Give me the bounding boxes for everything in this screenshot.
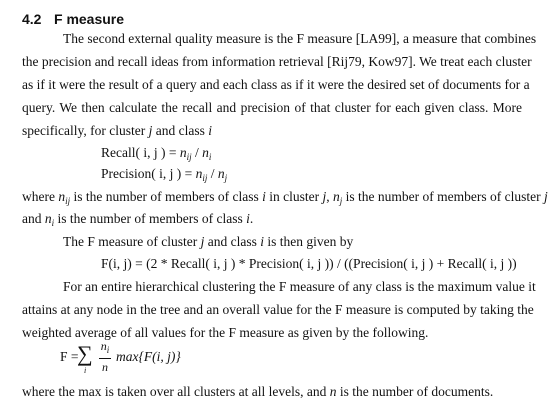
fraction-bar [99,358,111,359]
text-run: specifically, for cluster [22,123,149,138]
section-number: 4.2 [22,11,42,27]
symbol-n: n [329,384,337,399]
n-ij: $n_{ij}$ [179,145,192,162]
symbol-j: j [200,234,205,249]
paragraph-line-9: and $n_i$ is the number of members of class i. [22,211,254,228]
text-run: and class [152,123,209,138]
paragraph-line-8: where $n_{ij}$ is the number of members of class i in cluster j, $n_j$ is the number of members of cluster j [22,189,548,206]
divide-sign: / [207,166,218,181]
paragraph-line-16: where the max is taken over all clusters at all levels, and n is the number of documents. [22,384,494,399]
paragraph-line-14: weighted average of all values for the F measure as given by the following. [22,325,429,340]
f-measure-formula: F(i, j) = (2 * Recall( i, j ) * Precision( i, j )) / ((Precision( i, j ) + Recall( i, j )) [101,256,517,271]
paragraph-line-2: the precision and recall ideas from information retrieval [Rij79, Kow97]. We treat each cluster [22,54,532,69]
n-i: $n_i$ [44,211,55,228]
overall-lhs: F = [60,349,79,364]
paragraph-line-4: query. We then calculate the recall and precision of that cluster for each given class. More [22,100,522,115]
divide-sign: / [191,145,203,160]
symbol-j: j [148,123,153,138]
summation-sign: ∑ [77,341,93,366]
precision-lhs: Precision( i, j ) = [101,166,196,181]
paragraph-line-1: The second external quality measure is the F measure [LA99], a measure that combines [63,31,537,46]
n-j: $n_j$ [333,189,343,206]
n-j: $n_j$ [217,166,228,183]
n-i: $n_i$ [202,145,212,162]
paragraph-line-3: as if it were the result of a query and each class as if it were the desired set of documents for a [22,77,530,92]
precision-formula [101,166,227,182]
paragraph-line-5 [22,123,212,139]
fraction-denominator: n [102,360,108,374]
paragraph-line-10: The F measure of cluster j and class i is then given by [63,234,354,249]
paragraph-line-13: attains at any node in the tree and an overall value for the F measure is computed by taking the [22,302,534,317]
summation-index: i [84,366,87,375]
n-ij: $n_{ij}$ [58,189,71,206]
overall-rhs: max{F(i, j)} [116,349,181,364]
recall-lhs: Recall( i, j ) = [101,145,180,160]
paragraph-line-12: For an entire hierarchical clustering the F measure of any class is the maximum value it [63,279,536,294]
symbol-j: j [322,189,327,204]
symbol-i: i [208,123,212,138]
section-heading [22,11,124,27]
weight-fraction [97,338,113,378]
symbol-i: i [260,234,264,249]
section-title: F measure [54,11,125,27]
recall-formula [101,145,211,161]
n-ij: $n_{ij}$ [195,166,208,183]
symbol-i: i [246,211,250,226]
fraction-numerator: $n_i$ [100,339,110,355]
symbol-i: i [262,189,266,204]
symbol-j: j [543,189,548,204]
